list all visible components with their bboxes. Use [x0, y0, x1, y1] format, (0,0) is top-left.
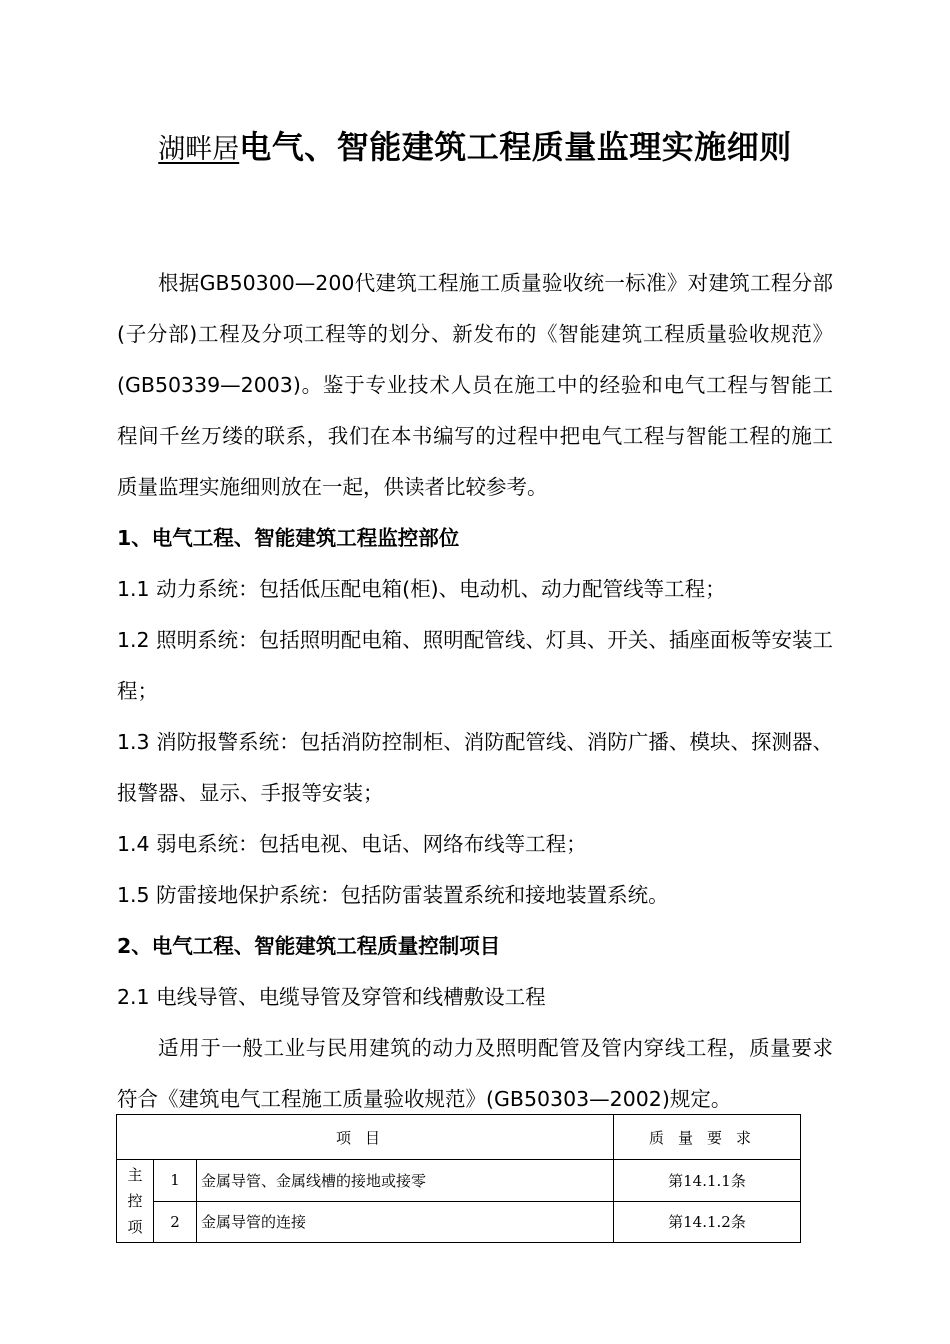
row-item: 金属导管、金属线槽的接地或接零	[197, 1160, 614, 1202]
section2-heading: 2、电气工程、智能建筑工程质量控制项目	[117, 934, 501, 958]
row-requirement: 第14.1.2条	[614, 1201, 801, 1243]
header-requirement: 质量要求	[614, 1115, 801, 1160]
row-number: 2	[154, 1201, 197, 1243]
section2-1-paragraph: 适用于一般工业与民用建筑的动力及照明配管及管内穿线工程，质量要求符合《建筑电气工程施工质量验收规范》(GB50303—2002)规定。	[117, 1036, 833, 1111]
quality-table-container	[116, 1114, 800, 1243]
document-title	[0, 122, 950, 168]
section1-item-5: 1.5 防雷接地保护系统：包括防雷装置系统和接地装置系统。	[117, 883, 669, 907]
title-main: 电气、智能建筑工程质量监理实施细则	[239, 128, 792, 166]
document-body	[117, 258, 833, 1125]
row-number: 1	[154, 1160, 197, 1202]
section2-1-heading: 2.1 电线导管、电缆导管及穿管和线槽敷设工程	[117, 985, 546, 1009]
section1-item-3: 1.3 消防报警系统：包括消防控制柜、消防配管线、消防广播、模块、探测器、报警器、显示、手报等安装；	[117, 730, 833, 805]
table-row	[117, 1201, 801, 1243]
section1-heading: 1、电气工程、智能建筑工程监控部位	[117, 526, 460, 550]
table-header-row	[117, 1115, 801, 1160]
section1-item-1: 1.1 动力系统：包括低压配电箱(柜)、电动机、动力配管线等工程；	[117, 577, 726, 601]
category-cell	[117, 1160, 154, 1243]
table-row	[117, 1160, 801, 1202]
row-item: 金属导管的连接	[197, 1201, 614, 1243]
row-requirement: 第14.1.1条	[614, 1160, 801, 1202]
section1-item-4: 1.4 弱电系统：包括电视、电话、网络布线等工程；	[117, 832, 587, 856]
header-item: 项目	[117, 1115, 614, 1160]
section1-item-2: 1.2 照明系统：包括照明配电箱、照明配管线、灯具、开关、插座面板等安装工程；	[117, 628, 833, 703]
intro-paragraph: 根据GB50300—200代建筑工程施工质量验收统一标准》对建筑工程分部(子分部)工程及分项工程等的划分、新发布的《智能建筑工程质量验收规范》(GB50339—2003)。鉴于专业技术人员在施工中的经验和电气工程与智能工程间千丝万缕的联系，我们在本书编写的过程中把电气工程与智能工程的施工质量监理实施细则放在一起，供读者比较参考。	[117, 271, 833, 499]
category-label: 主 控 项	[127, 1166, 143, 1236]
title-prefix: 湖畔居	[158, 134, 240, 165]
quality-table	[116, 1114, 801, 1243]
